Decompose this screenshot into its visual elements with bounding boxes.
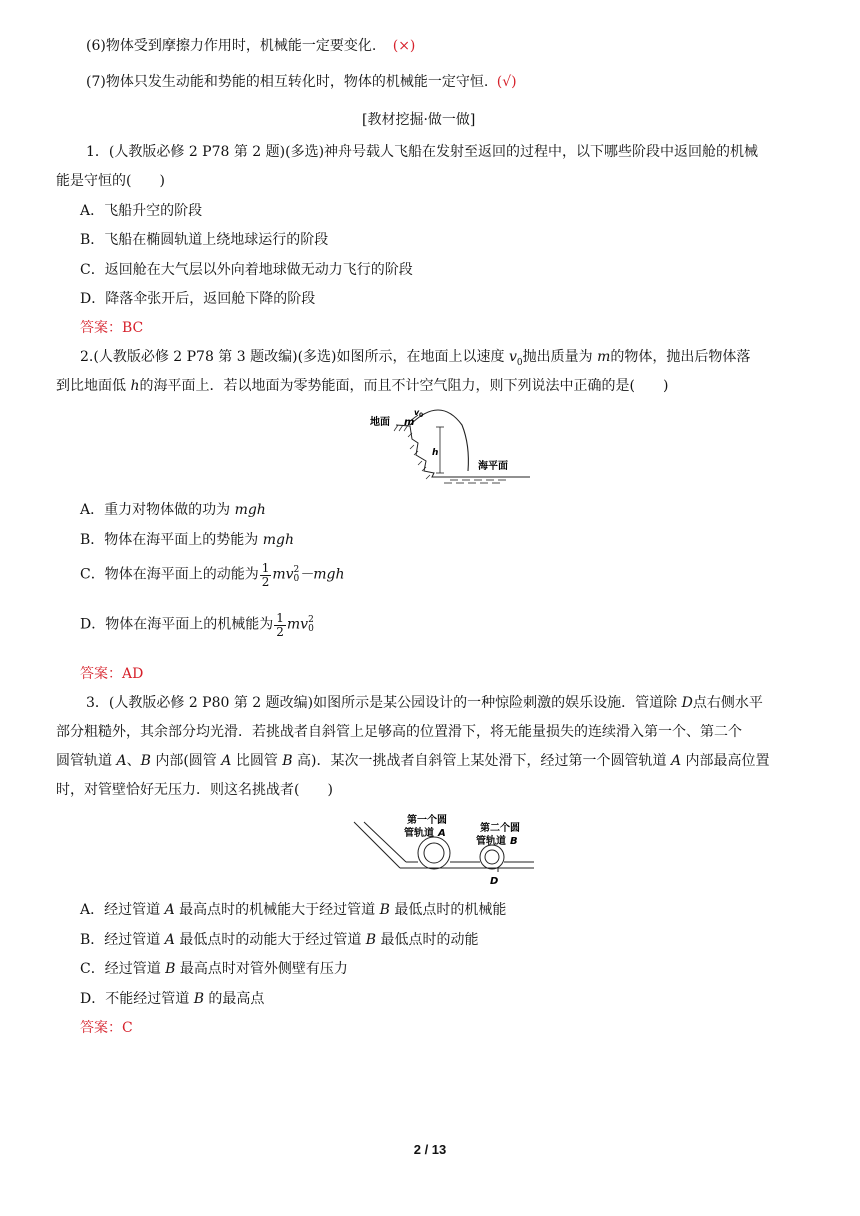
frac-num: 1 [276, 611, 284, 625]
q3-stem-part: 高)．某次一挑战者自斜管上某处滑下，经过第一个圆管轨道 [292, 753, 671, 769]
point-d-label: D [490, 876, 499, 887]
q3-stem-line4: 时，对管壁恰好无压力．则这名挑战者( ) [56, 782, 333, 798]
q3-option-part: 最高点时的机械能大于经过管道 [174, 902, 380, 918]
sea-label: 海平面 [478, 461, 508, 472]
q2-option-b [80, 532, 294, 549]
loop-b-label-1: 第二个圆 [480, 823, 520, 834]
q3-a-symbol: A [670, 753, 682, 769]
loop-a-label-3: A [438, 828, 446, 839]
q3-stem-part: 点右侧水平 [692, 695, 763, 711]
q2-m-symbol: m [597, 349, 611, 365]
q3-option-part: A [164, 932, 175, 948]
sub-0: 0 [308, 624, 314, 635]
q2-option-b-text: B．物体在海平面上的势能为 [80, 532, 263, 548]
q3-stem-part: 3．(人教版必修 2 P80 第 2 题改编)如图所示是某公园设计的一种惊险刺激的娱乐设施．管道除 [86, 695, 682, 711]
loop-a-label-1: 第一个圆 [407, 815, 447, 826]
q3-option-part: B [379, 902, 390, 918]
q1-stem-line2: 能是守恒的( ) [56, 173, 165, 189]
statement-6-mark: (×) [392, 38, 416, 54]
q2-v0-symbol: v [508, 349, 517, 365]
q2-option-d-fraction [274, 612, 286, 638]
q3-stem-part: 圆管轨道 [56, 753, 117, 769]
frac-num: 1 [261, 561, 270, 575]
q2-option-c-mv: mv [272, 566, 294, 583]
q3-a-symbol: A [116, 753, 127, 769]
sup-2: 2 [308, 615, 314, 626]
q3-b-symbol: B [140, 753, 151, 769]
velocity-label: v [414, 408, 420, 417]
ground-label: 地面 [370, 417, 390, 428]
q2-option-c-text: C．物体在海平面上的动能为 [80, 566, 259, 583]
q1-option-d: D．降落伞张开后，返回舱下降的阶段 [80, 291, 316, 307]
q3-option-part: 的最高点 [203, 991, 265, 1007]
q3-b-symbol: B [282, 753, 293, 769]
q2-option-c-minus: －mgh [299, 566, 345, 583]
q3-option-part: A [164, 902, 175, 918]
loop-b-label-2: 管轨道 [476, 836, 506, 847]
q2-option-d-supsub [308, 616, 314, 634]
statement-7-text: (7)物体只发生动能和势能的相互转化时，物体的机械能一定守恒. [86, 74, 489, 90]
q3-option-part: B．经过管道 [80, 932, 165, 948]
q1-option-b: B．飞船在椭圆轨道上绕地球运行的阶段 [80, 232, 329, 248]
q2-stem-part: 的海平面上．若以地面为零势能面，而且不计空气阻力，则下列说法中正确的是( ) [139, 378, 669, 394]
q3-stem-part: 、 [126, 753, 141, 769]
mass-label: m [404, 417, 415, 428]
statement-7-mark: (√) [496, 74, 517, 90]
velocity-sub: 0 [419, 412, 424, 419]
q2-option-a [80, 502, 266, 519]
q2-option-a-text: A．重力对物体做的功为 [80, 502, 235, 518]
q3-option-d [80, 991, 264, 1008]
loop-a-label-2: 管轨道 [404, 828, 434, 839]
q3-loop-track-figure [352, 812, 542, 890]
q1-option-c: C．返回舱在大气层以外向着地球做无动力飞行的阶段 [80, 262, 413, 278]
q1-option-a: A．飞船升空的阶段 [80, 203, 203, 219]
page-number: 2 / 13 [413, 1142, 447, 1157]
q3-option-part: B [365, 932, 377, 948]
q3-option-a [80, 902, 506, 919]
frac-den: 2 [261, 574, 270, 589]
q2-v0-sub: 0 [516, 357, 523, 368]
height-label: h [432, 448, 439, 458]
statement-6 [86, 38, 415, 55]
statement-7 [86, 74, 517, 91]
q3-option-c [80, 961, 348, 978]
q2-option-d-text: D．物体在海平面上的机械能为 [80, 616, 274, 633]
q3-option-part: D．不能经过管道 [80, 991, 194, 1007]
q1-stem-line1: 1．(人教版必修 2 P78 第 2 题)(多选)神舟号载人飞船在发射至返回的过程中，以下哪些阶段中返回舱的机械 [86, 144, 759, 160]
loop-b-label-3: B [510, 836, 518, 847]
q3-answer: 答案：C [80, 1020, 133, 1036]
section-title: [教材挖掘·做一做] [362, 112, 476, 128]
q3-option-part: 最低点时的机械能 [389, 902, 507, 918]
q2-option-d-mv: mv [286, 616, 309, 633]
q3-option-part: 最低点时的动能大于经过管道 [174, 932, 366, 948]
q3-option-part: B [165, 961, 176, 977]
q2-stem-part: 抛出质量为 [522, 349, 598, 365]
q2-option-d [80, 612, 314, 638]
q3-stem-line1 [86, 695, 763, 712]
q2-option-a-expr: mgh [234, 502, 266, 518]
q3-stem-part: 内部(圆管 [150, 753, 222, 769]
sup-2: 2 [293, 565, 300, 576]
q2-option-b-expr: mgh [262, 532, 295, 548]
q2-answer: 答案：AD [80, 666, 144, 682]
q3-option-part: 最低点时的动能 [376, 932, 479, 948]
q3-stem-part: 内部最高位置 [681, 753, 770, 769]
q3-option-b [80, 932, 479, 949]
q2-stem-line2 [56, 378, 668, 395]
q2-stem-line1 [80, 349, 750, 369]
q3-stem-line3 [56, 753, 770, 770]
q2-option-c [80, 562, 345, 588]
q2-stem-part: 的物体，抛出后物体落 [610, 349, 751, 365]
q3-option-part: A．经过管道 [80, 902, 165, 918]
statement-6-text: (6)物体受到摩擦力作用时，机械能一定要变化. [86, 38, 377, 54]
q1-answer: 答案：BC [80, 320, 144, 336]
sub-0: 0 [293, 574, 300, 585]
q3-option-part: C．经过管道 [80, 961, 166, 977]
frac-den: 2 [276, 624, 284, 639]
q2-cliff-figure [370, 405, 530, 485]
q3-stem-part: 比圆管 [231, 753, 283, 769]
q2-stem-part: 2.(人教版必修 2 P78 第 3 题改编)(多选)如图所示，在地面上以速度 [80, 349, 509, 365]
q2-option-c-fraction [260, 562, 272, 588]
q3-stem-line2: 部分粗糙外，其余部分均光滑．若挑战者自斜管上足够高的位置滑下，将无能量损失的连续滑入第一个、第二个 [56, 724, 742, 740]
q3-d-symbol: D [681, 695, 693, 711]
q3-option-part: B [193, 991, 204, 1007]
q2-stem-part: 到比地面低 [56, 378, 131, 394]
q2-h-symbol: h [130, 378, 140, 394]
q3-option-part: 最高点时对管外侧壁有压力 [175, 961, 348, 977]
q3-a-symbol: A [221, 753, 232, 769]
